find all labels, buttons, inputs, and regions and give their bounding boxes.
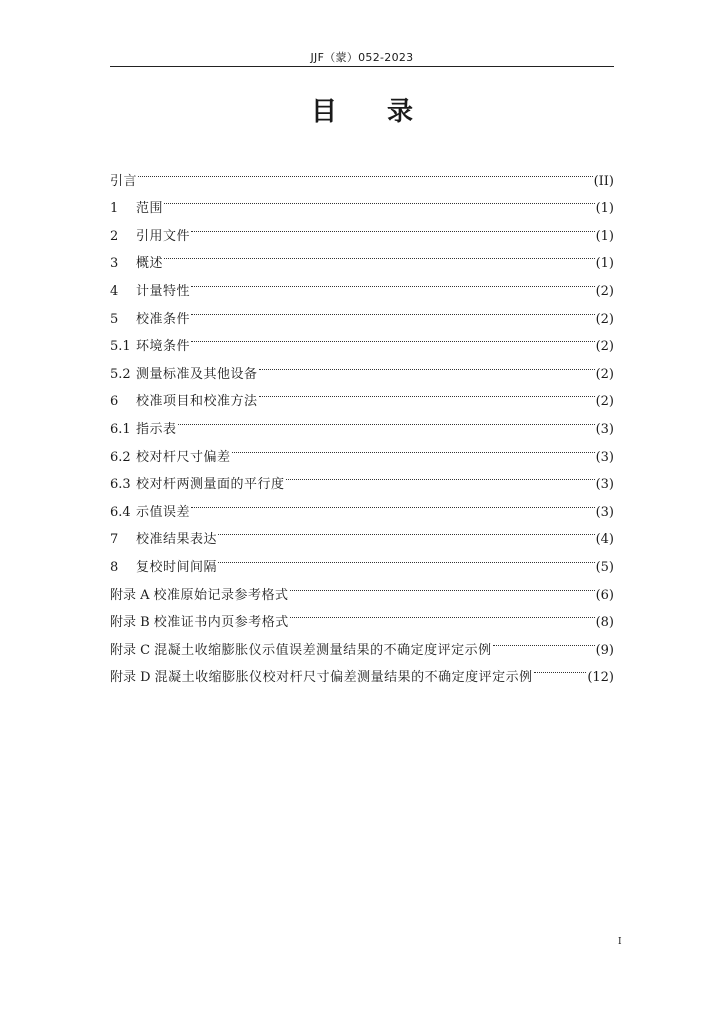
toc-entry[interactable] (110, 185, 614, 217)
toc-entry-page: (4) (595, 532, 614, 548)
toc-entry[interactable] (110, 267, 614, 299)
toc-entry-number: 6.2 (110, 449, 131, 465)
toc-entry-page: (3) (595, 449, 614, 465)
toc-dot-leader (290, 571, 595, 599)
page-title: 目录 (310, 97, 463, 127)
toc-entry-number: 7 (110, 532, 119, 548)
toc-entry-number: 1 (110, 201, 119, 217)
toc-entry-page: (2) (595, 366, 614, 382)
toc-entry-label: 范围 (136, 201, 164, 217)
toc-dot-leader (191, 295, 595, 323)
toc-entry-number: 5 (110, 311, 119, 327)
toc-entry[interactable] (110, 212, 614, 244)
toc-entry-label: 校准条件 (136, 311, 191, 327)
toc-dot-leader (191, 488, 595, 516)
toc-entry-number: 5.1 (110, 339, 131, 355)
toc-entry-label: 混凝土收缩膨胀仪示值误差测量结果的不确定度评定示例 (154, 642, 492, 658)
toc-entry-page: (3) (595, 504, 614, 520)
toc-dot-leader (493, 626, 595, 654)
toc-entry-number: 5.2 (110, 366, 131, 382)
toc-entry-label: 校准原始记录参考格式 (153, 587, 289, 603)
toc-dot-leader (164, 185, 595, 213)
toc-entry-number: 8 (110, 559, 119, 575)
toc-entry-page: (2) (595, 283, 614, 299)
page-header (110, 50, 614, 67)
page-number: I (618, 937, 622, 947)
toc-entry-number: 6.4 (110, 504, 131, 520)
toc-dot-leader (164, 240, 595, 268)
toc-entry[interactable] (110, 405, 614, 437)
toc-entry-label: 校准结果表达 (136, 532, 218, 548)
toc-entry-page: (II) (593, 173, 614, 189)
toc-entry-label: 校准项目和校准方法 (136, 394, 258, 410)
toc-entry-number: 4 (110, 283, 119, 299)
toc-dot-leader (191, 323, 595, 351)
toc-entry-number: 附录 C (110, 642, 151, 658)
toc-dot-leader (290, 599, 595, 627)
toc-entry-page: (3) (595, 477, 614, 493)
toc-entry-label: 校准证书内页参考格式 (153, 615, 289, 631)
toc-entry-page: (9) (595, 642, 614, 658)
toc-entry-label: 指示表 (136, 421, 177, 437)
toc-entry-label: 引言 (110, 173, 138, 189)
toc-entry-label: 计量特性 (136, 283, 191, 299)
toc-entry-label: 环境条件 (136, 339, 191, 355)
toc-dot-leader (259, 378, 595, 406)
toc-entry-number: 附录 A (110, 587, 150, 603)
toc-dot-leader (218, 543, 595, 571)
standard-code: JJF（蒙）052-2023 (310, 51, 414, 64)
toc-entry-page: (2) (595, 394, 614, 410)
toc-dot-leader (259, 350, 595, 378)
toc-entry[interactable] (110, 433, 614, 465)
toc-entry-label: 复校时间间隔 (136, 559, 218, 575)
toc-entry-label: 概述 (136, 256, 164, 272)
toc-dot-leader (534, 654, 587, 682)
toc-entry-label: 测量标准及其他设备 (136, 366, 258, 382)
toc-dot-leader (286, 461, 595, 489)
toc-dot-leader (232, 433, 595, 461)
toc-entry-page: (1) (595, 256, 614, 272)
toc-entry-page: (5) (595, 559, 614, 575)
toc-entry-page: (2) (595, 311, 614, 327)
toc-entry-number: 附录 D (110, 670, 151, 686)
toc-entry-page: (1) (595, 201, 614, 217)
toc-entry-number: 附录 B (110, 615, 150, 631)
toc-entry-label: 校对杆两测量面的平行度 (136, 477, 285, 493)
toc-entry-number: 6.1 (110, 421, 131, 437)
toc-entry-label: 示值误差 (136, 504, 191, 520)
toc-entry-number: 2 (110, 228, 119, 244)
toc-entry-number: 6 (110, 394, 119, 410)
toc-entry-page: (3) (595, 421, 614, 437)
toc-entry[interactable] (110, 157, 614, 189)
toc-dot-leader (178, 405, 595, 433)
toc-entry-label: 校对杆尺寸偏差 (136, 449, 231, 465)
toc-dot-leader (218, 516, 595, 544)
toc-entry-number: 3 (110, 256, 119, 272)
toc-entry-label: 引用文件 (136, 228, 191, 244)
toc-dot-leader (138, 157, 593, 185)
toc-entry[interactable] (110, 240, 614, 272)
toc-entry-page: (2) (595, 339, 614, 355)
toc-entry-number: 6.3 (110, 477, 131, 493)
toc-entry-page: (12) (587, 670, 614, 686)
toc-entry-page: (1) (595, 228, 614, 244)
toc-dot-leader (191, 212, 595, 240)
toc-dot-leader (191, 267, 595, 295)
toc-entry-page: (8) (595, 615, 614, 631)
toc-entry-label: 混凝土收缩膨胀仪校对杆尺寸偏差测量结果的不确定度评定示例 (154, 670, 533, 686)
table-of-contents (110, 157, 614, 686)
toc-entry-page: (6) (595, 587, 614, 603)
